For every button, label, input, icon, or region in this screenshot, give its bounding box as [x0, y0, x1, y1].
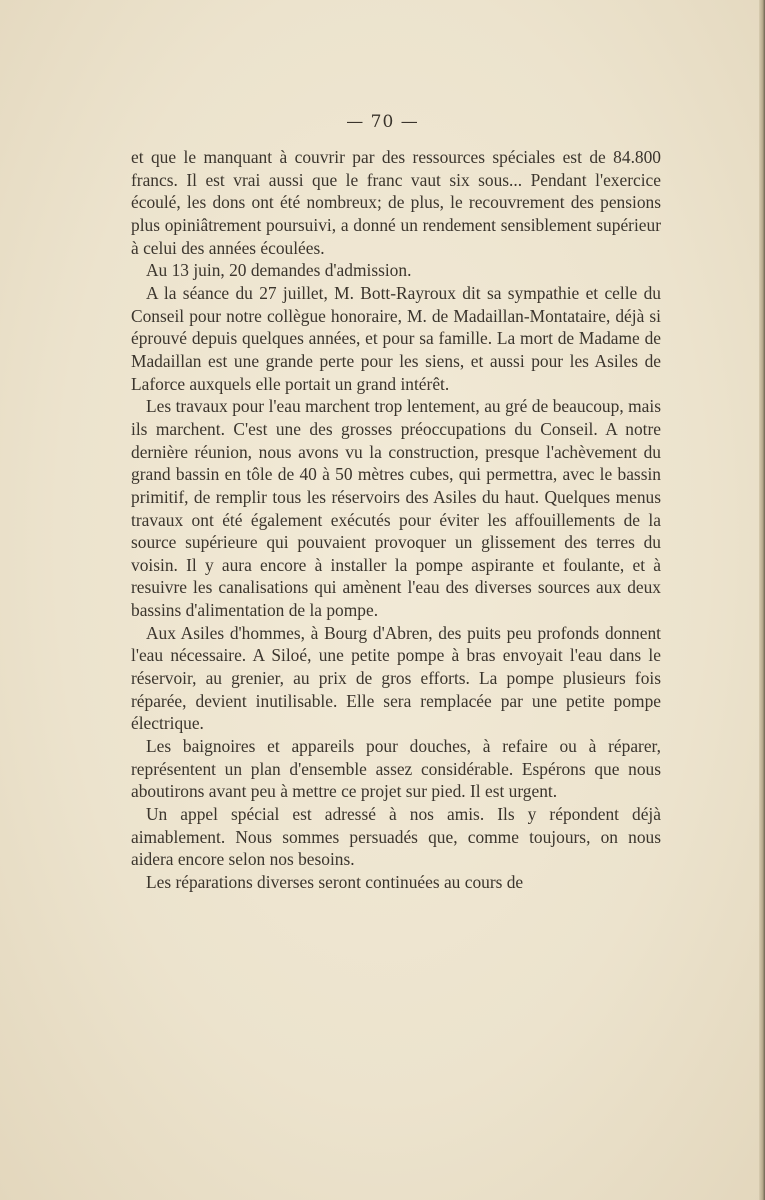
- paragraph-7: Un appel spécial est adressé à nos amis. Ils y répondent déjà aimablement. Nous sommes persuadés que, comme toujours, on nous aidera encore selon nos besoins.: [131, 804, 661, 870]
- paragraph-2: Au 13 juin, 20 demandes d'admission.: [146, 260, 412, 281]
- body-text: [131, 146, 661, 894]
- paragraph-5: Aux Asiles d'hommes, à Bourg d'Abren, des puits peu profonds donnent l'eau nécessaire. A Siloé, une petite pompe à bras envoyait l'eau dans le réservoir, au grenier, au prix de gros efforts. La pompe plusieurs fois réparée, devient inutilisable. Elle sera remplacée par une petite pompe électrique.: [131, 622, 661, 734]
- paragraph-4: Les travaux pour l'eau marchent trop lentement, au gré de beaucoup, mais ils marchent. C'est une des grosses préoccupations du Conseil. A notre dernière réunion, nous avons vu la construction, presque l'achèvement du grand bassin en tôle de 40 à 50 mètres cubes, qui permettra, avec le bassin primitif, de remplir tous les réservoirs des Asiles du haut. Quelques menus travaux ont été également exécutés pour éviter les affouillements de la source supérieure qui pouvaient provoquer un glissement des terres du voisin. Il y aura encore à installer la pompe aspirante et foulante, et à resuivre les canalisations qui amènent l'eau des diverses sources aux deux bassins d'alimentation de la pompe.: [131, 396, 661, 621]
- paragraph-8: Les réparations diverses seront continuées au cours de: [146, 872, 524, 892]
- paragraph-1: et que le manquant à couvrir par des ressources spéciales est de 84.800 francs. Il est vrai aussi que le franc vaut six sous... Pendant l'exercice écoulé, les dons ont été nombreux; de plus, le recouvrement des pensions plus opiniâtrement poursuivi, a donné un rendement sensiblement supérieur à celui des années écoulées.: [131, 147, 661, 258]
- paragraph-6: Les baignoires et appareils pour douches, à refaire ou à réparer, représentent un plan d'ensemble assez considérable. Espérons que nous aboutirons avant peu à mettre ce projet sur pied. Il est urgent.: [131, 736, 661, 802]
- page-edge-shadow: [759, 0, 765, 1200]
- paragraph-3: A la séance du 27 juillet, M. Bott-Rayroux dit sa sympathie et celle du Conseil pour notre collègue honoraire, M. de Madaillan-Montataire, déjà si éprouvé depuis quelques années, et pour sa famille. La mort de Madame de Madaillan est une grande perte pour les siens, et aussi pour les Asiles de Laforce auxquels elle portait un grand intérêt.: [131, 282, 661, 394]
- page-number: — 70 —: [346, 112, 419, 132]
